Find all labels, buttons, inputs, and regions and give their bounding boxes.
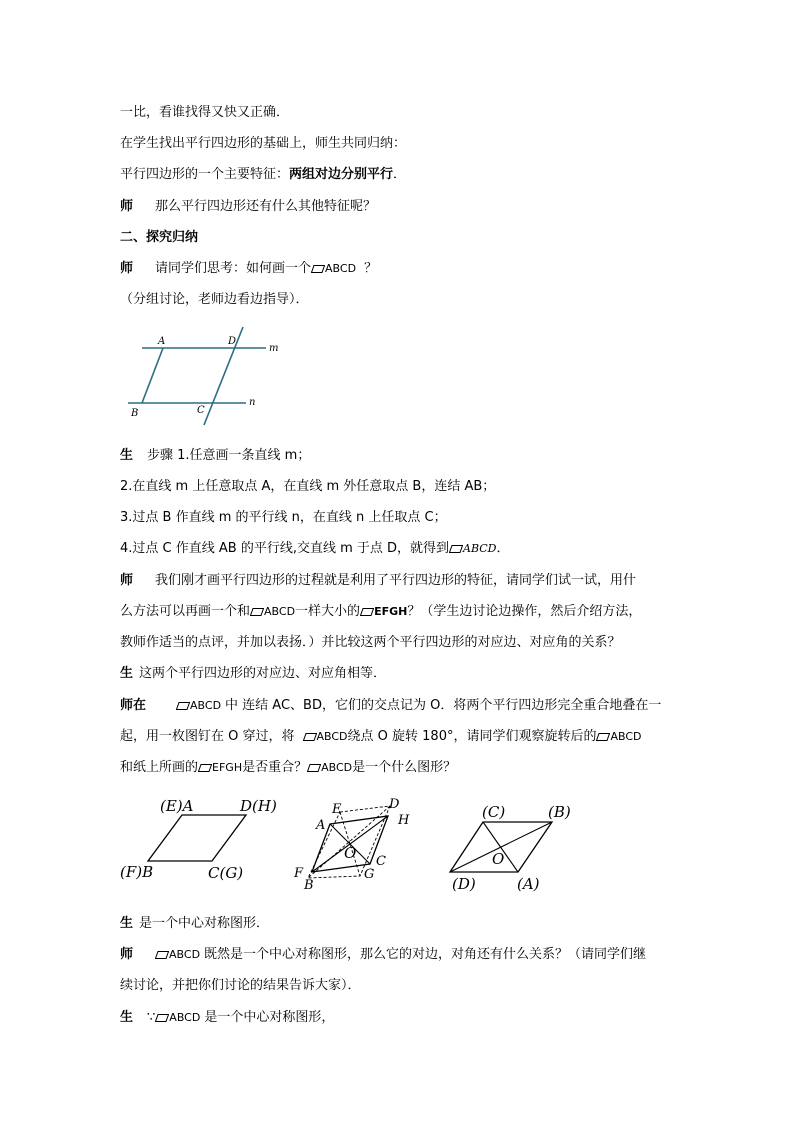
role-label: 生	[120, 448, 134, 463]
student-line	[120, 666, 386, 682]
line-text: ？（学生边讨论边操作，然后介绍方法，	[407, 604, 642, 619]
line-text: 是否重合？	[242, 760, 308, 775]
parallelogram-symbol-icon	[311, 265, 325, 273]
step-line	[120, 510, 447, 526]
line-text: 起，用一枚图钉在 O 穿过，将	[120, 729, 295, 744]
text-line	[120, 729, 642, 745]
parallelogram-symbol-icon	[155, 951, 169, 959]
point-b-label: B	[131, 408, 139, 419]
parallelogram-symbol-icon	[176, 702, 190, 710]
student-line	[120, 916, 269, 932]
role-label: 师	[120, 947, 134, 962]
label-o: O	[492, 850, 505, 868]
parallelogram-symbol-icon	[449, 545, 463, 553]
line-text: 一比，看谁找得又快又正确．	[120, 105, 290, 120]
line-text: 是一个什么图形？	[352, 760, 457, 775]
line-text: 么方法可以再画一个和	[120, 604, 251, 619]
line-text: ．	[393, 167, 407, 182]
label-b: B	[304, 878, 314, 892]
text-line	[120, 978, 361, 994]
line-text: 教师作适当的点评，并加以表扬．）并比较这两个平行四边形的对应边、对应角的关系？	[120, 635, 621, 650]
teacher-line	[120, 199, 376, 215]
point-a-label: A	[158, 336, 166, 347]
label-abcd: ABCD	[321, 761, 353, 774]
parallelogram-symbol-icon	[360, 608, 374, 616]
role-label: 师在	[120, 698, 147, 713]
parallelogram-symbol-icon	[155, 1014, 169, 1022]
label-g: G	[364, 867, 375, 882]
segment-ab	[142, 348, 163, 403]
label-b: (B)	[548, 803, 571, 821]
line-text: 绕点 O 旋转 180°，请同学们观察旋转后的	[347, 729, 597, 744]
text-line	[120, 136, 406, 152]
line-text: 在学生找出平行四边形的基础上，师生共同归纳：	[120, 136, 407, 151]
line-text: 一样大小的	[295, 604, 361, 619]
feature-line	[120, 167, 406, 183]
teacher-line	[120, 698, 661, 714]
label-dh: D(H)	[240, 797, 277, 815]
parallelogram-symbol-icon	[596, 733, 610, 741]
label-cg: C(G)	[208, 864, 244, 882]
rotated-figure	[440, 798, 580, 894]
label-abcd: ABCD	[169, 948, 201, 961]
line-text: （分组讨论，老师边看边指导）．	[120, 292, 309, 307]
label-a: (A)	[517, 875, 540, 893]
line-text: 请同学们思考：如何画一个	[155, 261, 312, 276]
label-ea: (E)A	[160, 797, 194, 815]
step-line	[120, 541, 510, 557]
text-line	[120, 760, 456, 776]
label-abcd: ABCD	[610, 730, 642, 743]
label-c: (C)	[482, 803, 506, 821]
parallelogram-symbol-icon	[250, 608, 264, 616]
label-efgh: EFGH	[374, 605, 408, 618]
text-line	[120, 604, 641, 620]
label-abcd: ABCD	[316, 730, 348, 743]
label-efgh: EFGH	[212, 761, 243, 774]
line-text: 是一个中心对称图形，	[204, 1010, 335, 1025]
heading-text: 二、探究归纳	[120, 230, 199, 245]
role-label: 生	[120, 1010, 134, 1025]
role-label: 生	[120, 666, 134, 681]
line-text: 3.过点 B 作直线 m 的平行线 n，在直线 n 上任取点 C；	[120, 510, 447, 525]
label-d: D	[389, 797, 400, 812]
label-abcd: ABCD	[169, 1011, 201, 1024]
because-symbol: ∵	[147, 1010, 156, 1025]
label-d: (D)	[452, 875, 476, 893]
role-label: 师	[120, 199, 134, 214]
text-line	[120, 105, 289, 121]
bold-feature: 两组对边分别平行	[289, 167, 394, 182]
parallelogram-symbol-icon	[198, 764, 212, 772]
line-text: ？	[364, 261, 378, 276]
label-c: C	[376, 854, 386, 869]
rotation-figure	[290, 792, 430, 892]
line-text: 是一个中心对称图形．	[139, 916, 270, 931]
line-text: 平行四边形的一个主要特征：	[120, 167, 290, 182]
line-text: 4.过点 C 作直线 AB 的平行线,交直线 m 于点 D，就得到	[120, 541, 450, 556]
section-heading	[120, 230, 198, 246]
line-m-label: m	[269, 343, 279, 354]
line-text: ．	[496, 541, 510, 556]
line-text: 既然是一个中心对称图形，那么它的对边，对角还有什么关系？（请同学们继	[204, 947, 647, 962]
point-c-label: C	[197, 405, 205, 416]
label-h: H	[398, 813, 410, 828]
line-text: 步骤 1.任意画一条直线 m；	[147, 448, 311, 463]
teacher-line	[120, 261, 377, 277]
label-o: O	[344, 844, 357, 862]
parallelogram-symbol-icon	[303, 733, 317, 741]
line-text: 2.在直线 m 上任意取点 A，在直线 m 外任意取点 B，连结 AB；	[120, 479, 496, 494]
label-abcd: ABCD	[325, 262, 357, 275]
point-d-label: D	[228, 336, 237, 347]
step-line	[120, 479, 495, 495]
teacher-line	[120, 947, 646, 963]
line-text: 那么平行四边形还有什么其他特征呢？	[155, 199, 377, 214]
label-e: E	[332, 802, 342, 817]
role-label: 生	[120, 916, 134, 931]
role-label: 师	[120, 573, 134, 588]
teacher-line	[120, 573, 636, 589]
text-line	[120, 635, 621, 651]
label-abcd: ABCD	[463, 542, 497, 555]
line-cd	[204, 327, 243, 425]
label-f: F	[294, 866, 304, 881]
label-fb: (F)B	[120, 863, 154, 881]
text-line	[120, 292, 309, 308]
parallelogram-abcd	[148, 815, 246, 861]
line-text: 中 连结 AC、BD，它们的交点记为 O．将两个平行四边形完全重合地叠在一	[225, 698, 662, 713]
role-label: 师	[120, 261, 134, 276]
construction-figure	[118, 325, 288, 430]
label-abcd: ABCD	[264, 605, 296, 618]
line-text: 这两个平行四边形的对应边、对应角相等．	[139, 666, 387, 681]
student-line	[120, 448, 310, 464]
parallelogram-symbol-icon	[307, 764, 321, 772]
label-a: A	[316, 818, 326, 833]
line-text: 和纸上所画的	[120, 760, 199, 775]
line-n-label: n	[249, 397, 256, 408]
line-text: 我们刚才画平行四边形的过程就是利用了平行四边形的特征，请同学们试一试，用什	[155, 573, 637, 588]
label-abcd: ABCD	[190, 699, 222, 712]
line-text: 续讨论，并把你们讨论的结果告诉大家）．	[120, 978, 361, 993]
student-line	[120, 1010, 334, 1026]
overlap-figure	[118, 792, 288, 892]
